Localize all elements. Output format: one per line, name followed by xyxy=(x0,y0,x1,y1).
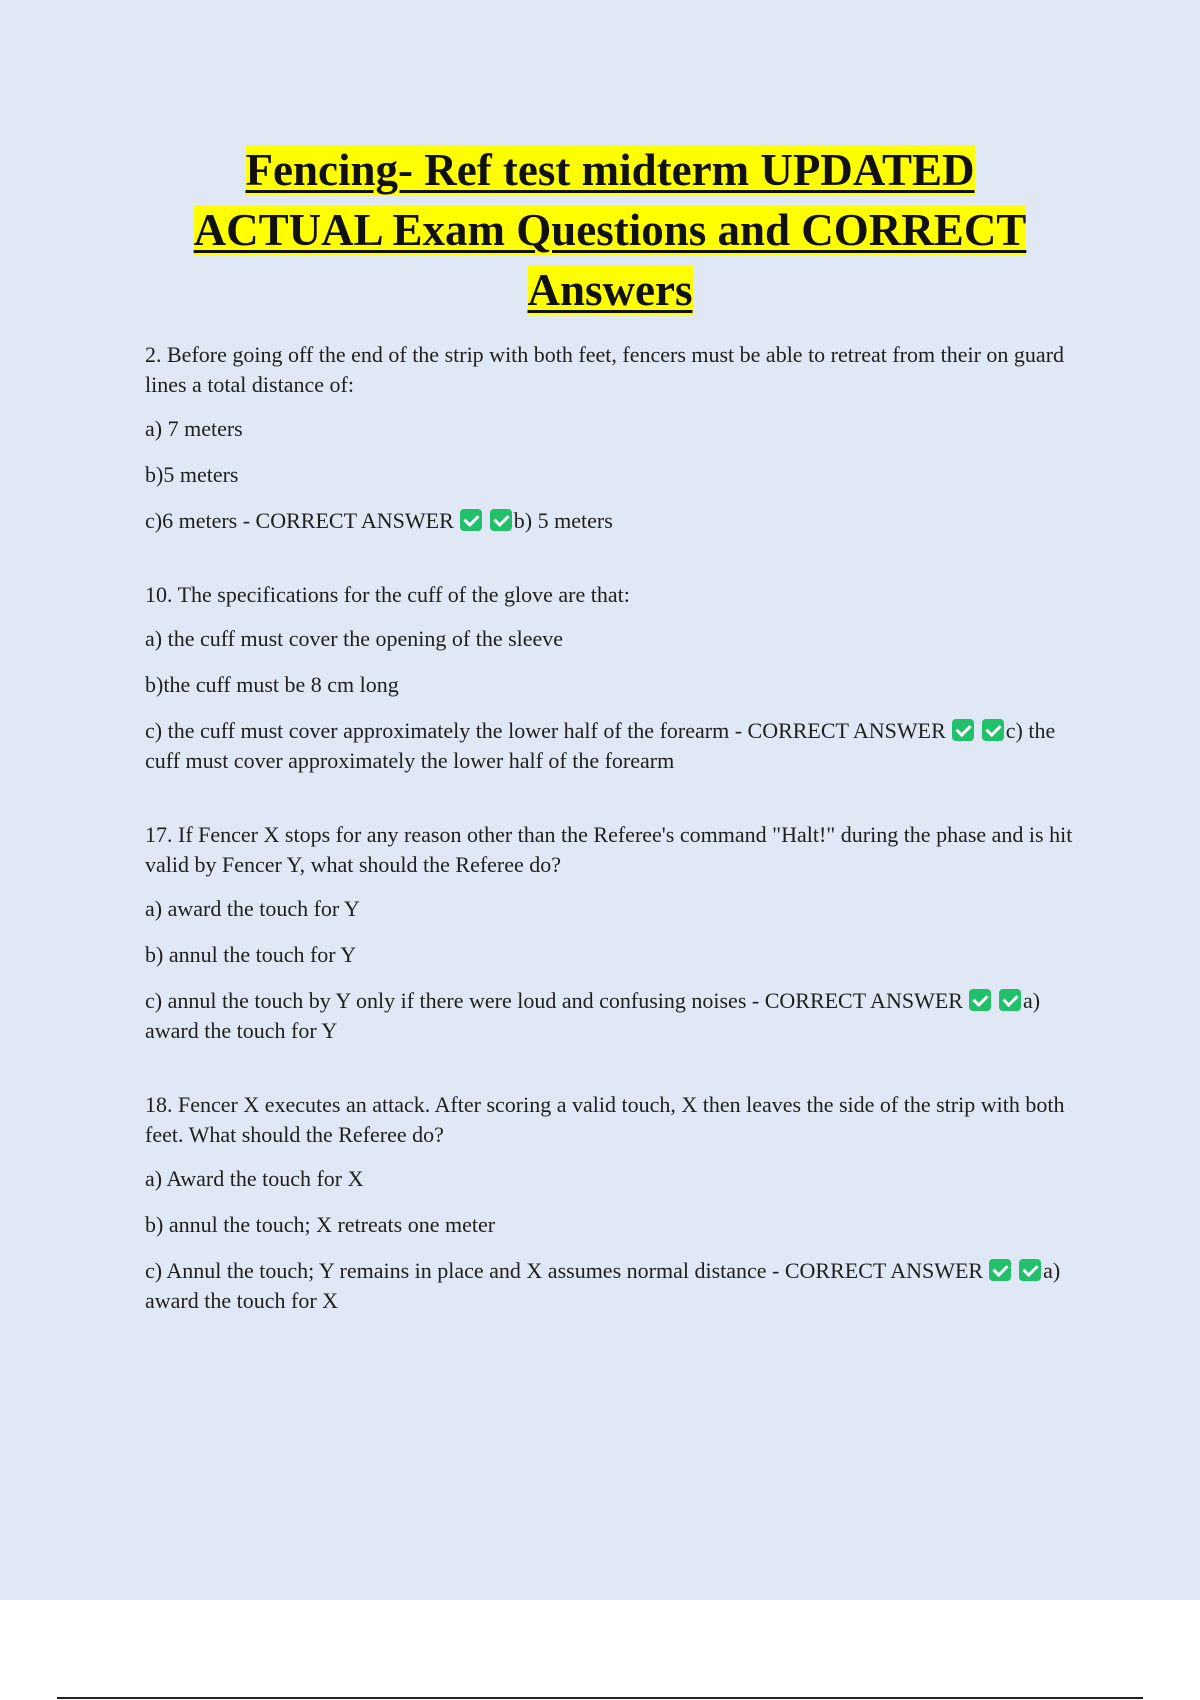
answer-option: b) annul the touch for Y xyxy=(145,942,357,967)
correct-answer-line xyxy=(145,506,1075,536)
question-block-18 xyxy=(145,1090,1075,1316)
title-line-3: Answers xyxy=(527,265,693,315)
answer-option: b)the cuff must be 8 cm long xyxy=(145,672,399,697)
question-block-10 xyxy=(145,580,1075,776)
question-block-17 xyxy=(145,820,1075,1046)
question-text: 17. If Fencer X stops for any reason other than the Referee's command "Halt!" during the phase and is hit valid by Fencer Y, what should the Referee do? xyxy=(145,822,1073,877)
check-box-icon xyxy=(490,509,512,531)
correct-answer: a) award the touch for X xyxy=(145,1258,1061,1313)
question-text: 2. Before going off the end of the strip with both feet, fencers must be able to retreat from their on guard lines a total distance of: xyxy=(145,342,1065,397)
correct-answer: a) award the touch for Y xyxy=(145,988,1041,1043)
check-box-icon xyxy=(999,989,1021,1011)
check-box-icon xyxy=(982,719,1004,741)
answer-option-c: c) annul the touch by Y only if there were loud and confusing noises - CORRECT ANSWER xyxy=(145,988,963,1013)
answer-option: a) 7 meters xyxy=(145,416,243,441)
title-line-1: Fencing- Ref test midterm UPDATED xyxy=(245,145,975,195)
check-box-icon xyxy=(969,989,991,1011)
answer-option: a) Award the touch for X xyxy=(145,1166,364,1191)
check-box-icon xyxy=(1019,1259,1041,1281)
answer-option-c: c) Annul the touch; Y remains in place and X assumes normal distance - CORRECT ANSWER xyxy=(145,1258,984,1283)
check-box-icon xyxy=(460,509,482,531)
title-line-2: ACTUAL Exam Questions and CORRECT xyxy=(193,205,1027,255)
answer-option: a) the cuff must cover the opening of the sleeve xyxy=(145,626,564,651)
correct-answer: c) the cuff must cover approximately the lower half of the forearm xyxy=(145,718,1056,773)
answer-option-c: c)6 meters - CORRECT ANSWER xyxy=(145,508,454,533)
answer-option-c: c) the cuff must cover approximately the lower half of the forearm - CORRECT ANSWER xyxy=(145,718,946,743)
footer-divider xyxy=(57,1697,1143,1699)
answer-option: b) annul the touch; X retreats one meter xyxy=(145,1212,496,1237)
check-box-icon xyxy=(952,719,974,741)
correct-answer-line xyxy=(145,716,1075,776)
answer-option: b)5 meters xyxy=(145,462,239,487)
correct-answer: b) 5 meters xyxy=(513,508,613,533)
correct-answer-line xyxy=(145,986,1075,1046)
question-block-2 xyxy=(145,340,1075,536)
correct-answer-line xyxy=(145,1256,1075,1316)
document-title xyxy=(145,140,1075,320)
check-box-icon xyxy=(989,1259,1011,1281)
question-text: 10. The specifications for the cuff of the glove are that: xyxy=(145,582,630,607)
document-content xyxy=(145,140,1075,1316)
question-text: 18. Fencer X executes an attack. After scoring a valid touch, X then leaves the side of the strip with both feet. What should the Referee do? xyxy=(145,1092,1065,1147)
answer-option: a) award the touch for Y xyxy=(145,896,360,921)
